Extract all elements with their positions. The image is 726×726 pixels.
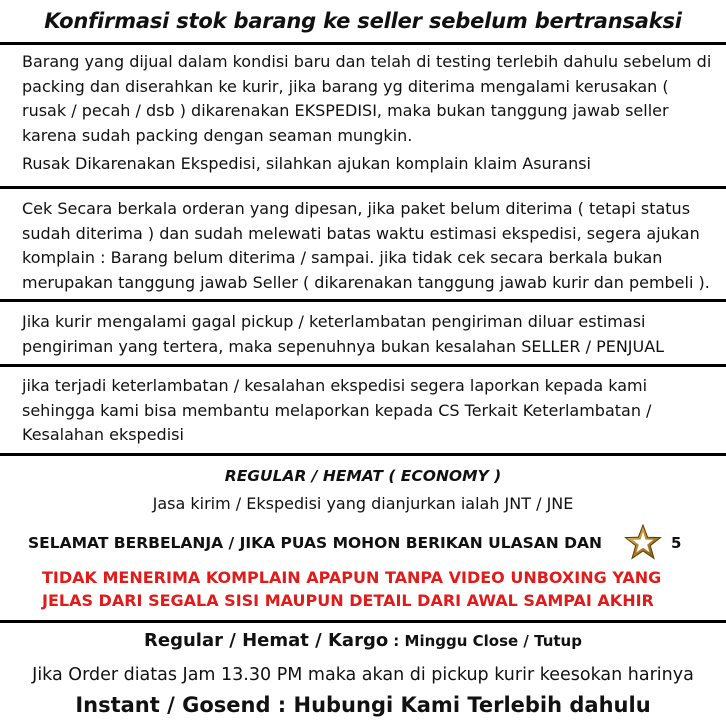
regular-text: Jasa kirim / Ekspedisi yang dianjurkan ialah JNT / JNE	[152, 494, 574, 513]
section-pickup	[22, 310, 712, 359]
rating-value: 5	[671, 534, 682, 552]
warning-line-1: TIDAK MENERIMA KOMPLAIN APAPUN TANPA VIDEO UNBOXING YANG	[42, 568, 662, 587]
warning-line-2: JELAS DARI SEGALA SISI MAUPUN DETAIL DARI AWAL SAMPAI AKHIR	[42, 591, 654, 610]
section-new-goods	[22, 50, 712, 177]
section-order-check-text: Cek Secara berkala orderan yang dipesan, jika paket belum diterima ( tetapi status sudah diterima ) dan sudah melewati batas waktu estimasi ekspedisi, segera ajukan komplain : Barang belum diterima / sampai. jika tidak cek secara berkala bukan merupakan tanggung jawab Seller ( dikarenakan tanggung jawab kurir dan pembeli ).	[22, 199, 710, 292]
schedule-value: : Minggu Close / Tutup	[393, 632, 582, 650]
divider	[0, 453, 726, 456]
instant-text: Instant / Gosend : Hubungi Kami Terlebih dahulu	[75, 693, 651, 717]
schedule-row	[0, 630, 726, 651]
section-delay	[22, 374, 712, 448]
regular-heading: REGULAR / HEMAT ( ECONOMY )	[224, 467, 502, 485]
divider	[0, 42, 726, 45]
divider	[0, 299, 726, 302]
divider	[0, 620, 726, 623]
page-title: Konfirmasi stok barang ke seller sebelum bertransaksi	[44, 9, 682, 33]
section-pickup-text: Jika kurir mengalami gagal pickup / keterlambatan pengiriman diluar estimasi pengiriman yang tertera, maka sepenuhnya bukan kesalahan SELLER / PENJUAL	[22, 312, 665, 356]
cutoff-text: Jika Order diatas Jam 13.30 PM maka akan di pickup kurir keesokan harinya	[32, 665, 694, 685]
section-new-goods-note: Rusak Dikarenakan Ekspedisi, silahkan ajukan komplain klaim Asuransi	[22, 154, 591, 173]
section-new-goods-text: Barang yang dijual dalam kondisi baru dan telah di testing terlebih dahulu sebelum di packing dan diserahkan ke kurir, jika barang yg diterima mengalami kerusakan ( rusak / pecah / dsb ) dikarenakan EKSPEDISI, maka bukan tanggung jawab seller karena sudah packing dengan seaman mungkin.	[22, 52, 712, 145]
review-request: SELAMAT BERBELANJA / JIKA PUAS MOHON BERIKAN ULASAN DAN	[28, 534, 602, 552]
schedule-label: Regular / Hemat / Kargo	[144, 630, 389, 651]
star-icon	[624, 524, 662, 560]
divider	[0, 364, 726, 367]
section-delay-text: jika terjadi keterlambatan / kesalahan ekspedisi segera laporkan kepada kami sehingga kami bisa membantu melaporkan kepada CS Terkait Keterlambatan / Kesalahan ekspedisi	[22, 376, 652, 444]
divider	[0, 186, 726, 189]
section-order-check	[22, 197, 712, 295]
